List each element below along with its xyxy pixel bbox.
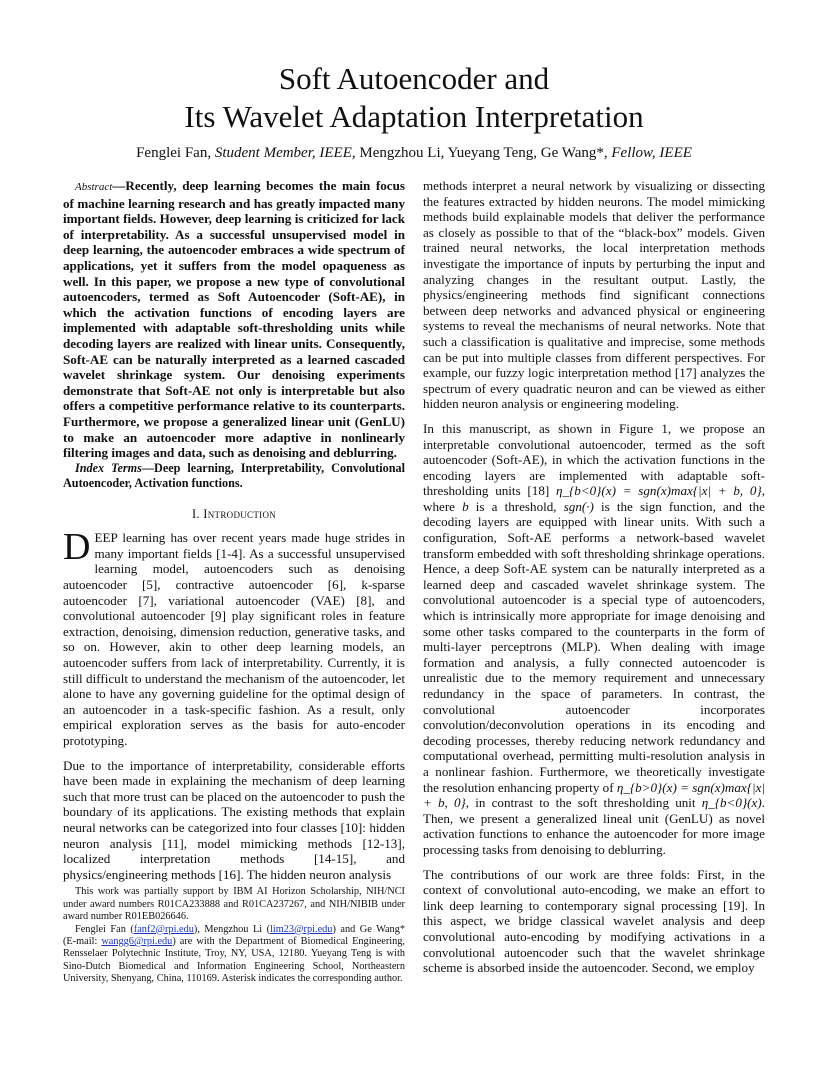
drop-cap: D — [63, 526, 91, 569]
title-line-1: Soft Autoencoder and — [278, 61, 550, 96]
equation-soft-unit: η_{b<0}(x) — [701, 795, 762, 811]
abstract — [63, 178, 405, 461]
index-terms — [63, 461, 405, 491]
sign-function: sgn(·) — [563, 498, 594, 514]
footnote-funding: This work was partially support by IBM AI Horizon Scholarship, NIH/NCI under award numbers R01CA233888 and R01CA237267, and NIH/NIBIB under award number R01EB026646. — [63, 886, 405, 923]
fn-text-c: ) and Ge Wang* (E-mail: — [63, 923, 405, 947]
author-last-role: Fellow, IEEE — [611, 145, 692, 161]
p2-text-f: . Then, we present a generalized lineal unit (GenLU) as novel activation functions to enhance the autoencoder for more image processing tasks from denoising to deblurring. — [423, 795, 765, 857]
threshold-variable: b — [462, 498, 469, 514]
index-terms-label: Index Terms — [75, 460, 142, 475]
right-paragraph-1: methods interpret a neural network by visualizing or dissecting the features extracted by hidden neurons. The model mimicking methods build explainable models that deliver the performance as closely as possible to that of the “black-box” models. Given trained neural networks, the local interpretation methods investigate the importance of inputs by perturbing the input and analyzing changes in the resultant output. Lastly, the physics/engineering methods find significant connections between deep networks and advanced physical or engineering systems to reveal the mechanisms of neural networks. Note that such a classification is qualitative and imprecise, some methods can be put into multiple classes from different perspectives. For example, our fuzzy logic interpretation method [17] analyzes the spectrum of every quadratic neuron and can be viewed as either hidden neuron analysis or engineering modeling. — [423, 178, 765, 412]
abstract-label: Abstract — [75, 181, 113, 193]
author-line — [0, 145, 828, 162]
p2-text-b: , where — [423, 483, 765, 514]
author-1: Fenglei Fan, — [136, 145, 212, 161]
right-paragraph-3: The contributions of our work are three folds: First, in the context of convolutional auto-encoding, we make an effort to link deep learning to contemporary signal processing [19]. In this aspect, we bridge classical wavelet analysis and deep convolutional auto-encoding by modifying activations in a convolutional autoencoder such that the wavelet shrinkage scheme is absorbed inside the autoencoder. Second, we employ — [423, 866, 765, 976]
section-heading — [63, 507, 405, 523]
index-terms-text: —Deep learning, Interpretability, Convolutional Autoencoder, Activation functions. — [63, 460, 405, 490]
fn-text-b: ), Mengzhou Li ( — [193, 923, 271, 935]
email-link-wang[interactable]: wangg6@rpi.edu — [101, 935, 173, 947]
fn-text-d: ) are with the Department of Biomedical Engineering, Rensselaer Polytechnic Institute, Troy, NY, USA, 12180. Yueyang Teng is with Sino-Dutch Biomedical and Information Engineering School, Northeastern University, Shenyang, China, 110169. Asterisk indicates the corresponding author. — [63, 935, 406, 985]
equation-soft-threshold: η_{b<0}(x) = sgn(x)max{|x| + b, 0} — [555, 483, 762, 499]
abstract-text: —Recently, deep learning becomes the main focus of machine learning research and has greatly impacted many important fields. However, deep learning is criticized for lack of interpretability. As a successful unsupervised model in deep learning, the autoencoder embraces a wide spectrum of applications, yet it suffers from the model opaqueness as well. In this paper, we propose a new type of convolutional autoencoders, termed as Soft Autoencoder (Soft-AE), in which the activation functions of encoding layers are implemented with adaptable soft-thresholding units while decoding layers are realized with linear units. Consequently, Soft-AE can be naturally interpreted as a learned cascaded wavelet shrinkage system. Our denoising experiments demonstrate that Soft-AE not only is interpretable but also offers a competitive performance relative to its counterparts. Furthermore, we propose a generalized linear unit (GenLU) to make an autoencoder more adaptive in nonlinearly filtering images and data, such as denoising and deblurring. — [63, 178, 405, 461]
p2-text-c: is a threshold, — [468, 498, 564, 514]
intro-p1-text: EEP learning has over recent years made huge strides in many important fields [1-4]. As a successful unsupervised learning model, autoencoders such as denoising autoencoder [5], contractive autoencoder [6], k-sparse autoencoder [7], variational autoencoder (VAE) [8], and convolutional autoencoder [9] play significant roles in feature extraction, denoising, dimension reduction, generative tasks, and so on. However, akin to other deep learning models, an autoencoder suffers from lack of interpretability. Currently, it is still difficult to understand the mechanism of the autoencoder, let alone to have any governing guideline for the optimal design of an autoencoder in a task-specific fashion. As a result, only empirical exploration serves as the basis for auto-encoder prototyping. — [63, 530, 405, 748]
authors-rest: Mengzhou Li, Yueyang Teng, Ge Wang*, — [359, 145, 608, 161]
author-1-role: Student Member, IEEE, — [214, 145, 356, 161]
p2-text-e: , in contrast to the soft thresholding unit — [465, 795, 702, 811]
intro-paragraph-1 — [63, 526, 405, 748]
right-column — [423, 178, 765, 976]
intro-paragraph-2: Due to the importance of interpretability, considerable efforts have been made in explaining the mechanism of deep learning such that more trust can be placed on the autoencoder to push the boundary of its applications. The existing methods that explain neural networks can be categorized into four classes [10]: hidden neuron analysis [11], model mimicking methods [12-13], localized interpretation methods [14-15], and physics/engineering methods [16]. The hidden neuron analysis — [63, 757, 405, 882]
equation-resolution-enhancing: η_{b>0}(x) = sgn(x)max{|x| + b, 0} — [423, 779, 765, 811]
left-column — [63, 178, 405, 986]
title-line-2: Its Wavelet Adaptation Interpretation — [184, 99, 644, 134]
p2-text-d: is the sign function, and the decoding layers are equipped with linear units. With such a configuration, Soft-AE performs a network-based wavelet transform embedded with soft thresholding shrinkage operations. Hence, a deep Soft-AE system can be naturally interpreted as a learned deep and cascaded wavelet shrinkage system. The convolutional autoencoder is a special type of autoencoders, which is intrinsically more appropriate for image denoising and some other tasks compared to the counterparts in the form of multi-layer perceptrons (MLP). When dealing with image formation and analysis, a fully connected autoencoder is unrealistic due to the memory requirement and unnecessary redundancy in the space of parameters. In contrast, the convolutional autoencoder incorporates convolution/deconvolution operations in its encoding and decoding processes, thereby reducing network redundancy and computational overhead, permitting multi-resolution analysis in a nonlinear fashion. Furthermore, we theoretically investigate the resolution enhancing property of — [423, 498, 765, 795]
paper-title — [0, 60, 828, 136]
section-number: I. — [191, 506, 200, 521]
section-name: Introduction — [203, 506, 277, 521]
p2-text-a: In this manuscript, as shown in Figure 1, we propose an interpretable convolutional autoencoder, termed as the soft autoencoder (Soft-AE), in which the activation functions in the encoding layers are implemented with adaptable soft-thresholding units [18] — [423, 420, 765, 499]
fn-text-a: Fenglei Fan ( — [75, 923, 134, 935]
footnote-affiliations — [63, 924, 405, 986]
email-link-fan[interactable]: fanf2@rpi.edu — [133, 923, 194, 935]
right-paragraph-2 — [423, 421, 765, 858]
footnote — [63, 886, 405, 985]
email-link-li[interactable]: lim23@rpi.edu — [270, 923, 333, 935]
